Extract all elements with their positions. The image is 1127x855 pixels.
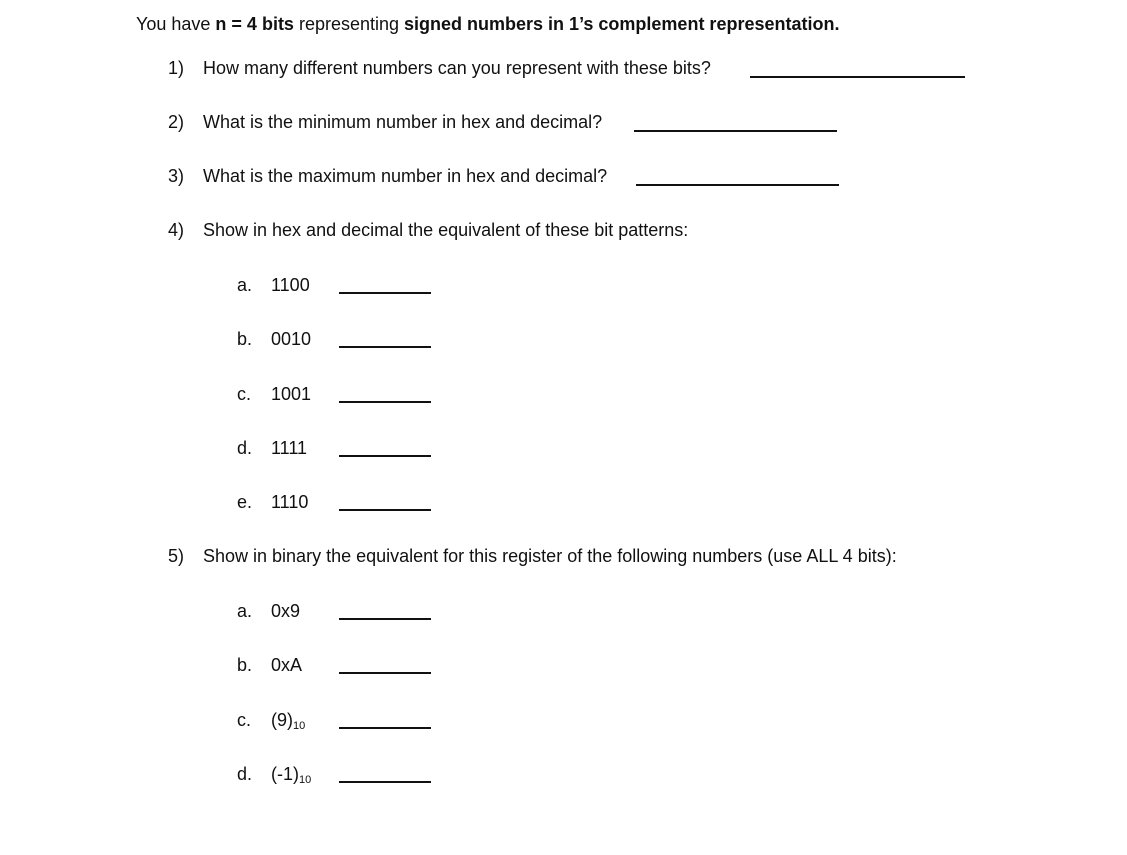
question-2-text: What is the minimum number in hex and decimal? [203, 112, 603, 132]
q4-item-value: 1111 [271, 438, 308, 458]
q4-item-letter: a. [237, 275, 253, 295]
q5-item-value: $(-1)_{10}$ [271, 764, 312, 786]
intro-text: You have n = 4 bits representing signed numbers in 1’s complement representation. [136, 14, 840, 34]
q4-item-letter: e. [237, 492, 253, 512]
answer-blank-2[interactable] [634, 130, 837, 132]
question-5-number: 5) [168, 546, 185, 566]
question-1-number: 1) [168, 58, 185, 78]
q5-item-value: 0xA [271, 655, 303, 675]
question-2-number: 2) [168, 112, 185, 132]
q5-item-value: $(9)_{10}$ [271, 710, 306, 732]
q5-answer-blank[interactable] [339, 727, 431, 729]
question-5-text: Show in binary the equivalent for this register of the following numbers (use ALL 4 bits): [203, 546, 897, 566]
q4-answer-blank[interactable] [339, 401, 431, 403]
q4-item-letter: c. [237, 384, 252, 404]
q4-item-value: 1110 [271, 492, 309, 512]
q4-answer-blank[interactable] [339, 346, 431, 348]
q4-item-letter: d. [237, 438, 253, 458]
q4-item-value: 1001 [271, 384, 312, 404]
answer-blank-1[interactable] [750, 76, 965, 78]
q5-item-letter: b. [237, 655, 253, 675]
q4-item-letter: b. [237, 329, 253, 349]
q5-item-letter: c. [237, 710, 252, 730]
subscript-base: 10 [299, 774, 312, 786]
question-4-text: Show in hex and decimal the equivalent of these bit patterns: [203, 220, 689, 240]
answer-blank-3[interactable] [636, 184, 839, 186]
q5-item-letter: a. [237, 601, 253, 621]
question-1-text: How many different numbers can you represent with these bits? [203, 58, 711, 78]
question-3-text: What is the maximum number in hex and decimal? [203, 166, 608, 186]
q5-answer-blank[interactable] [339, 781, 431, 783]
q4-item-value: 1100 [271, 275, 310, 295]
q4-item-value: 0010 [271, 329, 312, 349]
q5-answer-blank[interactable] [339, 618, 431, 620]
q4-answer-blank[interactable] [339, 292, 431, 294]
subscript-base: 10 [293, 720, 306, 732]
question-3-number: 3) [168, 166, 185, 186]
q4-answer-blank[interactable] [339, 455, 431, 457]
q5-item-value: 0x9 [271, 601, 301, 621]
q5-item-letter: d. [237, 764, 253, 784]
q4-answer-blank[interactable] [339, 509, 431, 511]
q5-answer-blank[interactable] [339, 672, 431, 674]
question-4-number: 4) [168, 220, 185, 240]
